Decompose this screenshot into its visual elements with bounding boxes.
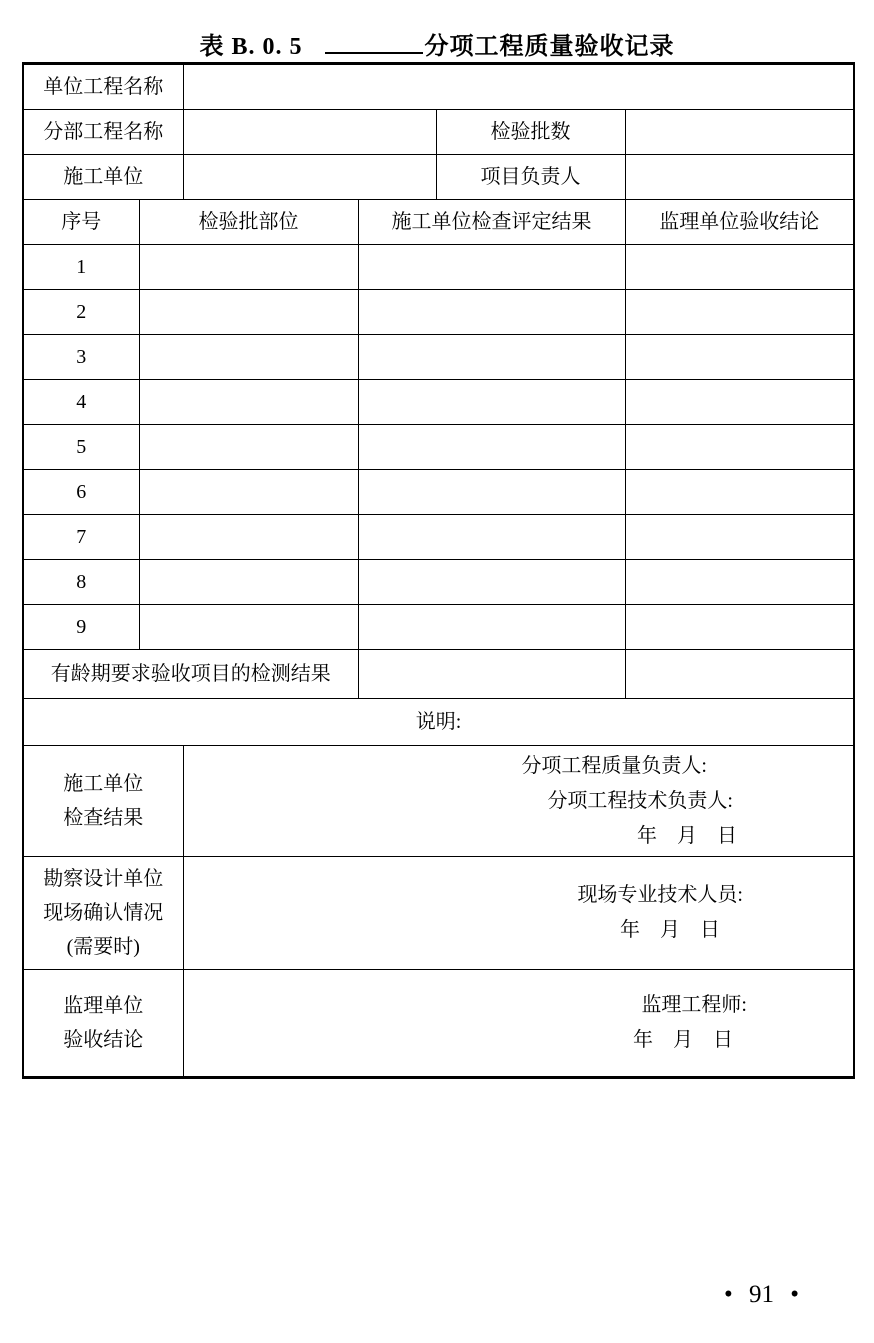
column-header-row (23, 200, 854, 245)
seq-number: 6 (23, 470, 139, 515)
table-row (23, 515, 854, 560)
construction-check-cell (358, 335, 625, 380)
seq-number: 1 (23, 245, 139, 290)
batch-location-cell (139, 425, 358, 470)
unit-project-name-cell (183, 64, 854, 110)
title-blank-underline (325, 32, 423, 54)
age-test-label: 有龄期要求验收项目的检测结果 (23, 650, 358, 699)
survey-design-date-line: 年 月 日 (620, 919, 720, 941)
batch-location-cell (139, 290, 358, 335)
survey-design-label: 勘察设计单位 现场确认情况 (需要时) (23, 857, 183, 970)
table-row (23, 110, 854, 155)
construction-check-cell (358, 515, 625, 560)
batch-location-cell (139, 605, 358, 650)
age-test-result-cell (358, 650, 625, 699)
batch-count-cell (625, 110, 854, 155)
project-leader-label: 项目负责人 (436, 155, 625, 200)
project-leader-cell (625, 155, 854, 200)
batch-location-cell (139, 335, 358, 380)
construction-unit-cell (183, 155, 436, 200)
table-row (23, 290, 854, 335)
page-title (0, 26, 874, 61)
supervision-conclusion-cell (625, 515, 854, 560)
supervision-conclusion-cell (625, 425, 854, 470)
col-header-batch-location: 检验批部位 (139, 200, 358, 245)
page-title-suffix: 分项工程质量验收记录 (424, 34, 675, 60)
construction-check-cell (358, 470, 625, 515)
page-title-prefix: 表 B. 0. 5 (199, 34, 303, 60)
table-row (23, 155, 854, 200)
construction-check-cell (358, 290, 625, 335)
construction-check-cell (358, 245, 625, 290)
batch-count-label: 检验批数 (436, 110, 625, 155)
seq-number: 8 (23, 560, 139, 605)
supervision-engineer-signature-line: 监理工程师: (641, 994, 747, 1016)
table-row (23, 245, 854, 290)
sub-project-name-cell (183, 110, 436, 155)
note-row (23, 699, 854, 746)
seq-number: 5 (23, 425, 139, 470)
form-table (22, 62, 855, 1079)
construction-unit-label: 施工单位 (23, 155, 183, 200)
table-row (23, 380, 854, 425)
supervision-conclusion-cell (625, 470, 854, 515)
site-technician-signature-line: 现场专业技术人员: (577, 884, 743, 906)
seq-number: 4 (23, 380, 139, 425)
batch-location-cell (139, 515, 358, 560)
table-row (23, 560, 854, 605)
construction-date-line: 年 月 日 (637, 824, 737, 847)
construction-check-result-label: 施工单位 检查结果 (23, 746, 183, 857)
page-number: • 91 • (724, 1281, 800, 1308)
batch-location-cell (139, 560, 358, 605)
supervision-date-line: 年 月 日 (633, 1029, 733, 1051)
age-test-conclusion-cell (625, 650, 854, 699)
supervision-conclusion-cell (625, 560, 854, 605)
construction-check-cell (358, 560, 625, 605)
seq-number: 9 (23, 605, 139, 650)
table-row (23, 335, 854, 380)
supervision-conclusion-label: 监理单位 验收结论 (23, 970, 183, 1078)
supervision-conclusion-cell (625, 245, 854, 290)
signature-row-survey-design (23, 857, 854, 970)
supervision-conclusion-cell (625, 290, 854, 335)
survey-design-signature-cell (183, 857, 854, 970)
table-row (23, 64, 854, 110)
col-header-seq: 序号 (23, 200, 139, 245)
table-row (23, 425, 854, 470)
batch-location-cell (139, 245, 358, 290)
construction-check-cell (358, 605, 625, 650)
quality-leader-signature-line: 分项工程质量负责人: (521, 754, 707, 777)
sub-project-name-label: 分部工程名称 (23, 110, 183, 155)
seq-number: 3 (23, 335, 139, 380)
signature-row-construction (23, 746, 854, 857)
col-header-supervision-conclusion: 监理单位验收结论 (625, 200, 854, 245)
construction-check-cell (358, 380, 625, 425)
table-row (23, 605, 854, 650)
supervision-conclusion-cell (625, 335, 854, 380)
construction-check-cell (358, 425, 625, 470)
col-header-construction-check-result: 施工单位检查评定结果 (358, 200, 625, 245)
construction-signature-cell (183, 746, 854, 857)
supervision-conclusion-cell (625, 380, 854, 425)
age-test-row (23, 650, 854, 699)
note-label: 说明: (23, 699, 854, 746)
batch-location-cell (139, 470, 358, 515)
unit-project-name-label: 单位工程名称 (23, 64, 183, 110)
table-row (23, 470, 854, 515)
seq-number: 7 (23, 515, 139, 560)
supervision-signature-cell (183, 970, 854, 1078)
supervision-conclusion-cell (625, 605, 854, 650)
technical-leader-signature-line: 分项工程技术负责人: (547, 789, 733, 812)
batch-location-cell (139, 380, 358, 425)
seq-number: 2 (23, 290, 139, 335)
signature-row-supervision (23, 970, 854, 1078)
